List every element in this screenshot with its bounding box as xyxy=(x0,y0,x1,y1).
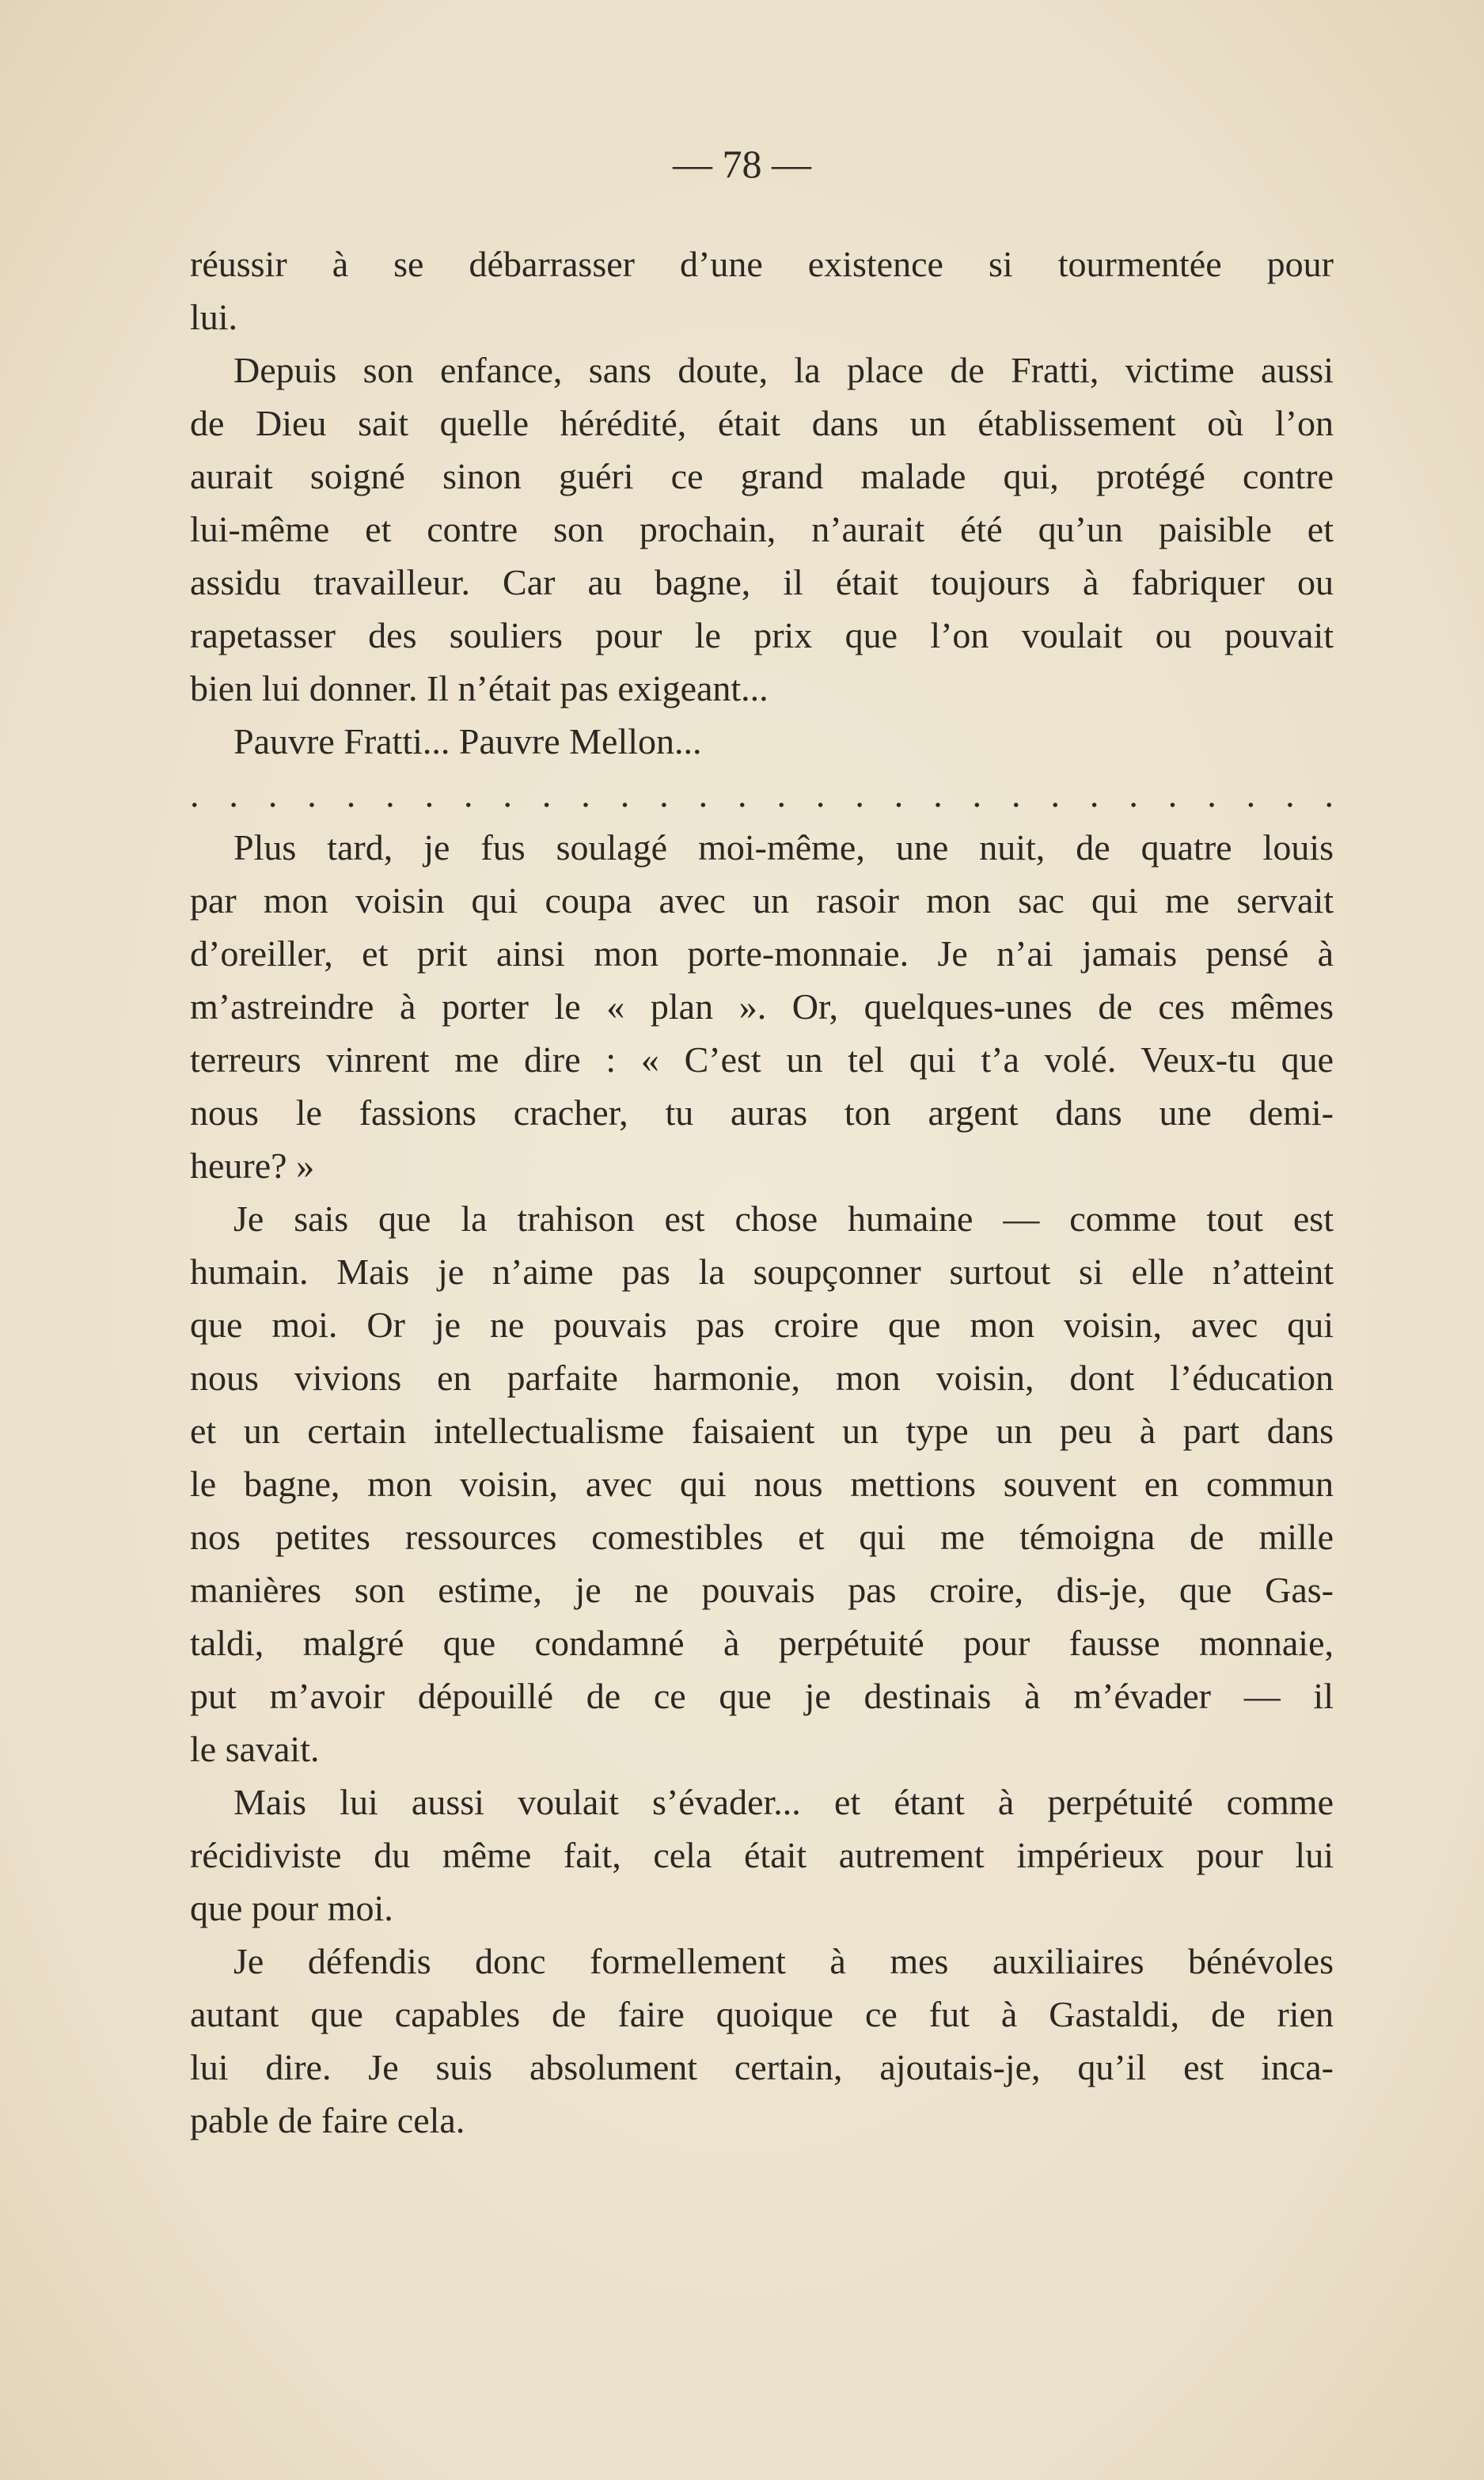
dotted-separator: . . . . . . . . . . . . . . . . . . . . . . . . . . . . . . xyxy=(190,774,1334,815)
paragraph xyxy=(190,344,1334,715)
text-line: le savait. xyxy=(190,1729,320,1769)
text-line: autant que capables de faire quoique ce fut à Gastaldi, de rien xyxy=(190,1994,1334,2034)
text-line: assidu travailleur. Car au bagne, il était toujours à fabriquer ou xyxy=(190,562,1334,602)
text-line: nos petites ressources comestibles et qui me témoigna de mille xyxy=(190,1517,1334,1557)
paragraph xyxy=(190,1192,1334,1775)
text-line: m’astreindre à porter le « plan ». Or, quelques-unes de ces mêmes xyxy=(190,986,1334,1027)
text-line: heure? » xyxy=(190,1145,315,1186)
text-line: lui-même et contre son prochain, n’aurait été qu’un paisible et xyxy=(190,509,1334,549)
paragraph xyxy=(190,1775,1334,1935)
text-line: que moi. Or je ne pouvais pas croire que mon voisin, avec qui xyxy=(190,1305,1334,1345)
text-line: lui dire. Je suis absolument certain, ajoutais-je, qu’il est inca- xyxy=(190,2047,1334,2087)
text-line: manières son estime, je ne pouvais pas croire, dis-je, que Gas- xyxy=(190,1570,1334,1610)
page-number: — 78 — xyxy=(673,142,811,186)
paragraph xyxy=(190,1935,1334,2147)
text-line: par mon voisin qui coupa avec un rasoir mon sac qui me servait xyxy=(190,880,1334,921)
text-line: rapetasser des souliers pour le prix que l’on voulait ou pouvait xyxy=(190,615,1334,655)
text-line: pable de faire cela. xyxy=(190,2100,465,2140)
text-line: réussir à se débarrasser d’une existence si tourmentée pour xyxy=(190,244,1334,284)
text-line: lui. xyxy=(190,297,238,337)
text-line: que pour moi. xyxy=(190,1888,393,1928)
section-separator xyxy=(190,768,1334,821)
text-line: de Dieu sait quelle hérédité, était dans un établissement où l’on xyxy=(190,403,1334,443)
text-line: et un certain intellectualisme faisaient un type un peu à part dans xyxy=(190,1411,1334,1451)
body-text xyxy=(190,237,1334,2147)
text-line: nous vivions en parfaite harmonie, mon voisin, dont l’éducation xyxy=(190,1358,1334,1398)
text-line: Je sais que la trahison est chose humaine — comme tout est xyxy=(233,1198,1334,1239)
text-line: Plus tard, je fus soulagé moi-même, une nuit, de quatre louis xyxy=(233,827,1334,868)
text-line: humain. Mais je n’aime pas la soupçonner surtout si elle n’atteint xyxy=(190,1251,1334,1292)
text-line: le bagne, mon voisin, avec qui nous mettions souvent en commun xyxy=(190,1464,1334,1504)
text-line: Je défendis donc formellement à mes auxiliaires bénévoles xyxy=(233,1941,1334,1981)
text-line: Depuis son enfance, sans doute, la place de Fratti, victime aussi xyxy=(233,350,1334,390)
text-line: terreurs vinrent me dire : « C’est un tel qui t’a volé. Veux-tu que xyxy=(190,1039,1334,1080)
text-line: récidiviste du même fait, cela était autrement impérieux pour lui xyxy=(190,1835,1334,1875)
text-line: nous le fassions cracher, tu auras ton argent dans une demi- xyxy=(190,1092,1334,1133)
text-line: aurait soigné sinon guéri ce grand malade qui, protégé contre xyxy=(190,456,1334,496)
text-line: Pauvre Fratti... Pauvre Mellon... xyxy=(233,721,702,761)
paragraph xyxy=(190,237,1334,344)
paragraph xyxy=(190,821,1334,1192)
paragraph xyxy=(190,715,1334,768)
text-line: put m’avoir dépouillé de ce que je destinais à m’évader — il xyxy=(190,1676,1334,1716)
text-line: Mais lui aussi voulait s’évader... et étant à perpétuité comme xyxy=(233,1782,1334,1822)
text-line: taldi, malgré que condamné à perpétuité pour fausse monnaie, xyxy=(190,1623,1334,1663)
text-line: d’oreiller, et prit ainsi mon porte-monnaie. Je n’ai jamais pensé à xyxy=(190,933,1334,974)
text-line: bien lui donner. Il n’était pas exigeant... xyxy=(190,668,769,708)
